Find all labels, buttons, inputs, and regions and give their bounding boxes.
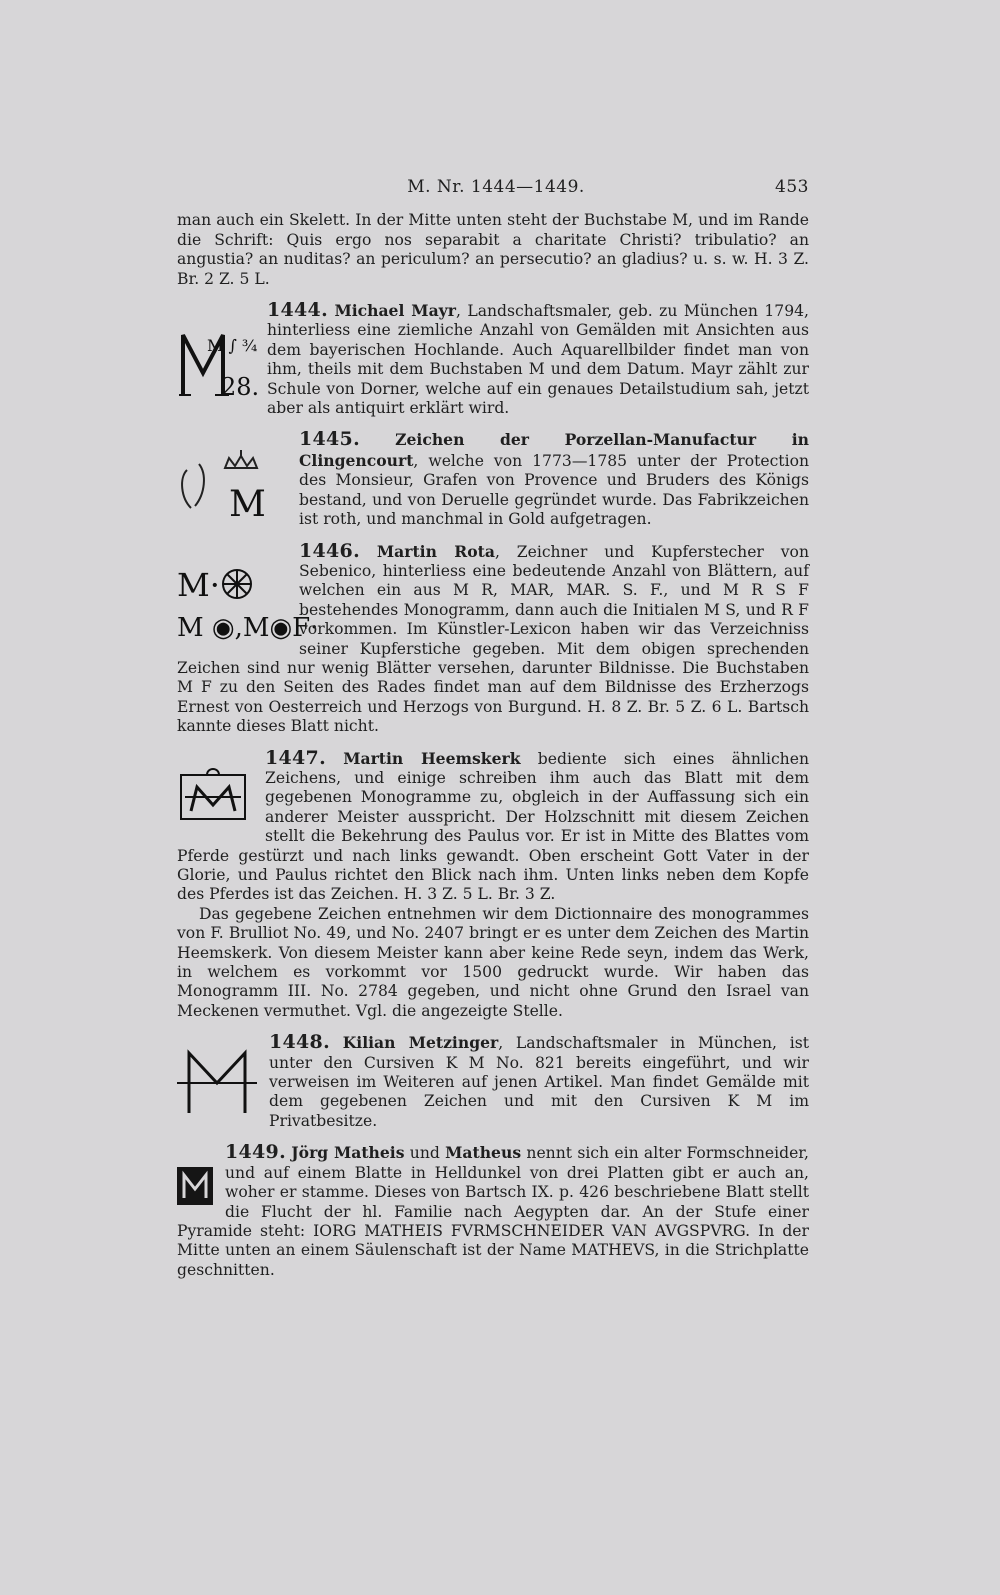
entry-number: 1449. [225, 1141, 286, 1164]
entry-1448 [177, 1033, 809, 1131]
svg-text:M: M [229, 484, 266, 526]
running-title: M. Nr. 1444—1449. [407, 177, 585, 197]
entry-text: bediente sich eines ähnlichen Zeichens, und einige schreiben ihm auch das Blatt mit dem gegebenen Monogramme zu, obgleich in der Auffassung sich ein anderer Meister ausspricht. Der Holzschnitt mit diesem Zeichen stellt die Bekehrung des Paulus vor. Er ist in Mitte des Blattes vom Pferde gestürzt und nach links gewandt. Oben erscheint Gott Vater in der Glorie, und Paulus richtet den Blick nach ihm. Unten links neben dem Kopfe des Pferdes ist das Zeichen. H. 3 Z. 5 L. Br. 3 Z. [177, 749, 809, 904]
entry-name-alt: Matheus [445, 1143, 522, 1163]
svg-text:M·: M· [177, 565, 220, 604]
m-wheel-monogram-icon [177, 562, 319, 643]
entry-1444 [177, 301, 809, 418]
text-block [177, 178, 809, 1280]
entry-text: nennt sich ein alter Formschneider, und auf einem Blatte in Helldunkel von drei Platten gibt er auch an, woher er stamme. Dieses von Bartsch IX. p. 426 beschriebene Blatt stellt die Flucht der hl. Familie nach Aegypten dar. An der Stufe einer Pyramide steht: IORG MATHEIS FVRMSCHNEIDER VAN AVGSPVRG. In der Mitte unten an einem Säulenschaft ist der Name MATHEVS, in die Strichplatte geschnitten. [177, 1144, 809, 1279]
black-m-block-icon [177, 1167, 213, 1205]
entry-text: , welche von 1773—1785 unter der Protection des Monsieur, Grafen von Provence und Bruders des Königs bestand, und von Deruelle gegründet wurde. Das Fabrikzeichen ist roth, und manchmal in Gold aufgetragen. [299, 451, 809, 529]
entry-name: Martin Rota [376, 541, 495, 561]
entry-name-join: und [404, 1144, 446, 1163]
entry-1445 [177, 430, 809, 529]
entry-text: , Landschaftsmaler in München, ist unter den Cursiven K M No. 821 bereits eingeführt, und wir verweisen im Weiteren auf jenen Artikel. Man findet Gemälde mit dem gegebenen Zeichen und mit den Cursiven K M im Privatbesitze. [269, 1034, 809, 1130]
entry-number: 1445. [299, 428, 360, 451]
svg-text:M ◉,M◉F·: M ◉,M◉F· [177, 612, 319, 643]
intro-paragraph: man auch ein Skelett. In der Mitte unten steht der Buchstabe M, und im Rande die Schrift: Quis ergo nos separabit a charitate Christi? tribulatio? an angustia? an nuditas? an periculum? an persecutio? an gladius? u. s. w. H. 3 Z. Br. 2 Z. 5 L. [177, 211, 809, 288]
entry-text-continued: Das gegebene Zeichen entnehmen wir dem Dictionnaire des monogrammes von F. Brulliot No. 49, und No. 2407 bringt er es unter dem Zeichen des Martin Heemskerk. Von diesem Meister kann aber keine Rede seyn, indem das Werk, in welchem es vorkommt vor 1500 gedruckt wurde. Wir haben das Monogramm III. No. 2784 gegeben, und nicht ohne Grund den Israel van Meckenen vermuthet. Vgl. die angezeigte Stelle. [177, 904, 809, 1020]
crown-m-mark-icon [177, 450, 287, 526]
entry-name: Jörg Matheis [291, 1143, 405, 1163]
svg-text:28.: 28. [221, 373, 260, 402]
svg-text:M ∫ ¾: M ∫ ¾ [207, 336, 258, 356]
entry-number: 1447. [265, 746, 326, 769]
m-cross-monogram-icon [177, 1043, 257, 1117]
entry-number: 1444. [267, 299, 328, 322]
entry-number: 1446. [299, 539, 360, 562]
monogram-m-1828-icon [177, 325, 260, 403]
entry-1446 [177, 539, 809, 737]
entry-name: Martin Heemskerk [343, 748, 521, 768]
entry-name: Zeichen der Porzellan-Manufactur in Clingencourt [299, 430, 809, 470]
boxed-m-monogram-icon [177, 765, 253, 825]
entry-text: , Zeichner und Kupferstecher von Sebenico, hinterliess eine bedeutende Anzahl von Blättern, auf welchen ein aus M R, MAR, MAR. S. F., und M R S F bestehendes Monogramm, dann auch die Initialen M S, und R F vorkommen. Im Künstler-Lexicon haben wir das Verzeichniss seiner Kupferstiche gegeben. Mit dem obigen sprechenden Zeichen sind nur wenig Blätter versehen, darunter Bildnisse. Die Buchstaben M F zu den Seiten des Rades findet man auf dem Bildnisse des Erzherzogs Ernest von Oesterreich und Herzogs von Burgund. H. 8 Z. Br. 5 Z. 6 L. Bartsch kannte dieses Blatt nicht. [177, 542, 809, 736]
entry-name: Michael Mayr [334, 301, 456, 321]
entry-1447 [177, 746, 809, 1022]
entry-1449 [177, 1143, 809, 1280]
page-number: 453 [775, 177, 809, 197]
entry-number: 1448. [269, 1031, 330, 1054]
entry-name: Kilian Metzinger [342, 1033, 499, 1053]
entry-text: , Landschaftsmaler, geb. zu München 1794, hinterliess eine ziemliche Anzahl von Gemälden mit Ansichten aus dem bayerischen Hochlande. Auch Aquarellbilder findet man von ihm, theils mit dem Buchstaben M und dem Datum. Mayr zählt zur Schule von Dorner, welche auf ein genaues Detailstudium sah, jetzt aber als antiquirt erklärt wird. [267, 302, 809, 418]
page-header [177, 178, 809, 197]
